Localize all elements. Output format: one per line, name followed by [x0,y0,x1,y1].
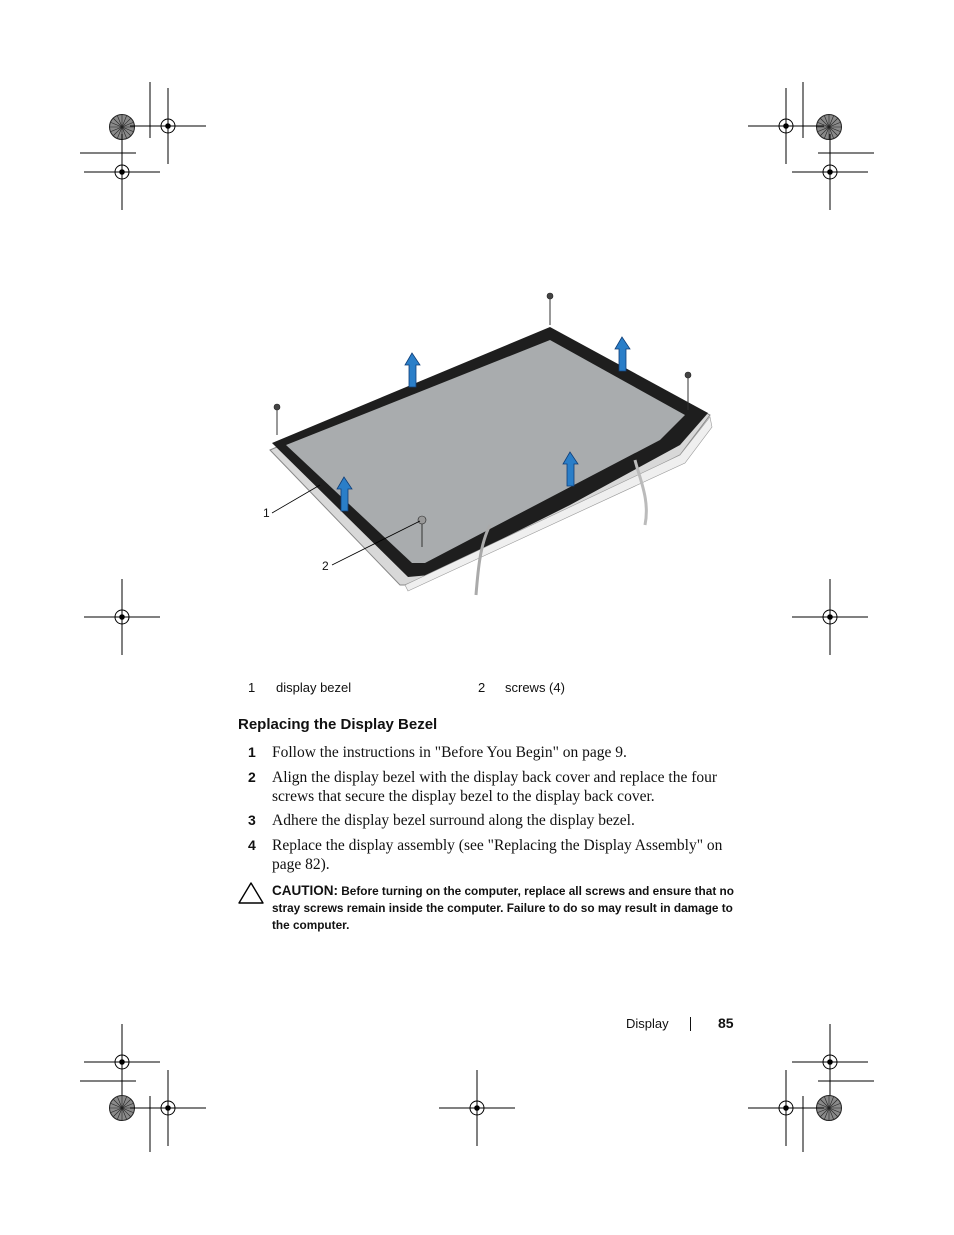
step-number: 1 [248,744,256,760]
caution-text: Before turning on the computer, replace all screws and ensure that no stray screws remain inside the computer. Failure to do so may result in damage to the computer. [272,884,734,932]
caution-note [272,882,742,934]
step-3 [248,811,728,830]
callout-2: 2 [322,559,329,573]
step-4 [248,836,728,874]
display-bezel-illustration [240,285,720,605]
legend-label-1: display bezel [276,680,352,695]
page-number: 85 [718,1015,734,1031]
step-number: 3 [248,812,256,828]
step-text: Adhere the display bezel surround along the display bezel. [272,812,635,829]
step-text: Align the display bezel with the display back cover and replace the four screws that secure the display bezel to the display back cover. [272,769,718,805]
step-text: Follow the instructions in "Before You Begin" on page 9. [272,744,627,761]
caution-icon [238,882,264,904]
footer-section-name: Display [626,1016,669,1031]
step-number: 4 [248,837,256,853]
caution-label: CAUTION: [272,883,338,898]
step-1 [248,743,728,762]
legend-num-2: 2 [478,680,486,695]
step-2 [248,768,728,806]
legend-label-2: screws (4) [505,680,565,695]
step-text: Replace the display assembly (see "Replacing the Display Assembly" on page 82). [272,837,723,873]
legend-num-1: 1 [248,680,256,695]
section-heading: Replacing the Display Bezel [238,716,438,733]
step-number: 2 [248,769,256,785]
callout-1: 1 [263,506,270,520]
footer-separator [690,1017,691,1031]
